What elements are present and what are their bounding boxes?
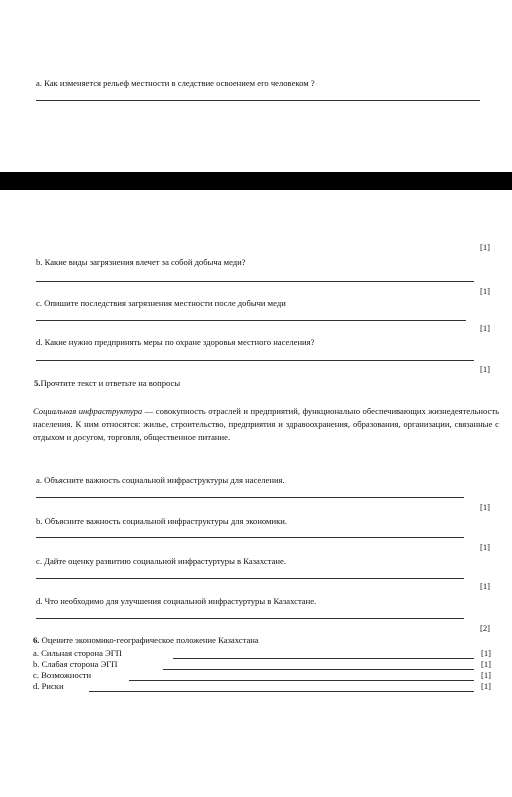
mark: [1]: [480, 364, 491, 374]
task-6-row-label: b. Слабая сторона ЭГП: [33, 659, 118, 669]
task-5-heading: [34, 378, 180, 388]
answer-line: [36, 281, 474, 282]
question-d: d. Какие нужно предпринять меры по охране здоровья местного населения?: [36, 337, 315, 347]
question-b: b. Какие виды загрязнения влечет за собой добыча меди?: [36, 257, 246, 267]
task-6-number: 6.: [33, 635, 40, 645]
task-5-number: 5.: [34, 378, 41, 388]
paragraph-text: — совокупность отраслей и предприятий, функционально обеспечивающих жизнедеятельность населения. К ним относятся: жилье, строительство, предприятия и здравоохранения, образования, организации, связанные с отдыхом и досугом, торговля, общественное питание.: [33, 406, 500, 442]
task-5-paragraph: [33, 405, 499, 444]
answer-line: [173, 658, 474, 659]
question-5a: а. Объясните важность социальной инфраструктуры для населения.: [36, 475, 285, 485]
question-5d: d. Что необходимо для улучшения социальной инфрастуртуры в Казахстане.: [36, 596, 317, 606]
answer-line: [36, 497, 464, 498]
answer-line: [36, 320, 466, 321]
mark: [1]: [480, 323, 491, 333]
mark: [1]: [480, 581, 491, 591]
task-5-title: Прочтите текст и ответьте на вопросы: [40, 378, 181, 388]
task-6-row-label: а. Сильная сторона ЭГП: [33, 648, 122, 658]
answer-line: [36, 100, 480, 101]
task-6-row-label: d. Риски: [33, 681, 64, 691]
answer-line: [36, 578, 464, 579]
answer-line: [36, 618, 464, 619]
answer-line: [163, 669, 474, 670]
task-6-title: Оцените экономико-географическое положение Казахстана: [41, 635, 259, 645]
question-5b: b. Объясните важность социальной инфраструктуры для экономики.: [36, 516, 288, 526]
mark: [1]: [481, 681, 492, 691]
mark: [1]: [480, 542, 491, 552]
mark: [1]: [480, 502, 491, 512]
mark: [1]: [481, 659, 492, 669]
answer-line: [36, 537, 464, 538]
mark: [2]: [480, 623, 491, 633]
question-a-relief: а. Как изменяется рельеф местности в следствие освоением его человеком ?: [36, 78, 315, 88]
answer-line: [89, 691, 474, 692]
mark: [1]: [481, 648, 492, 658]
mark: [1]: [481, 670, 492, 680]
question-5c: c. Дайте оценку развитию социальной инфрастуртуры в Казахстане.: [36, 556, 286, 566]
page-separator-band: [0, 172, 512, 190]
answer-line: [129, 680, 474, 681]
term-social-infrastructure: Социальная инфраструктура: [33, 406, 143, 416]
mark: [1]: [480, 286, 491, 296]
answer-line: [36, 360, 474, 361]
task-6-row-label: c. Возможности: [33, 670, 92, 680]
mark: [1]: [480, 242, 491, 252]
task-6-heading: [33, 635, 259, 645]
question-c: c. Опишите последствия загрязнения местности после добычи меди: [36, 298, 286, 308]
